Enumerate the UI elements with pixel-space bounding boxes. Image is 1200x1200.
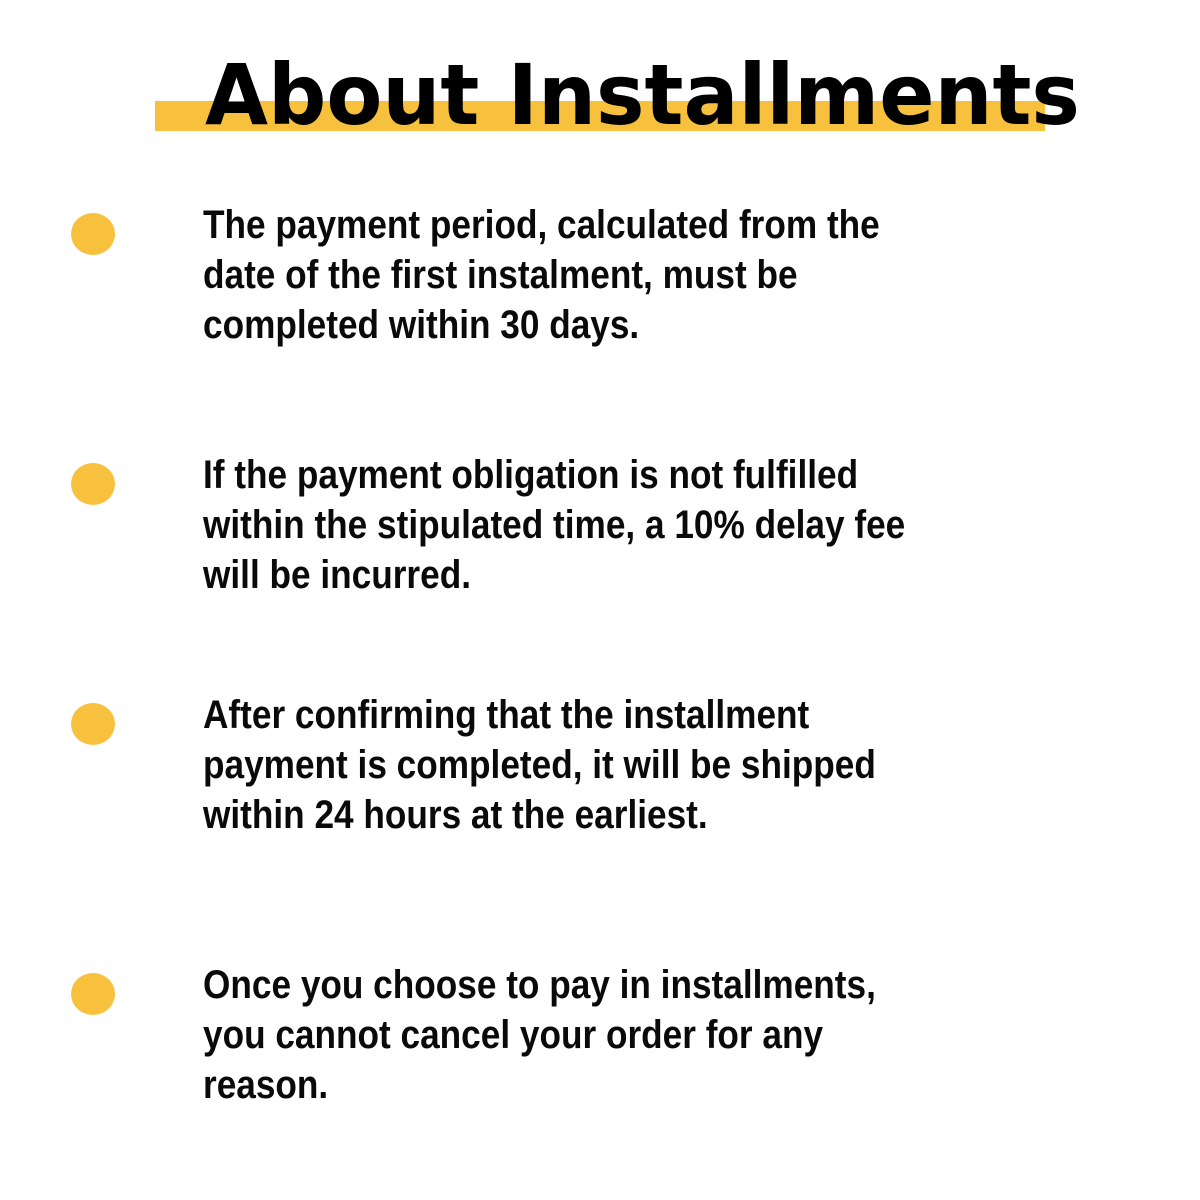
bullet-item-no-cancellation — [0, 960, 1200, 1120]
bullet-line: will be incurred. — [203, 553, 471, 597]
bullet-item-payment-period — [0, 200, 1200, 360]
bullet-item-delay-fee — [0, 450, 1200, 610]
bullet-item-shipping — [0, 690, 1200, 850]
bullet-line: you cannot cancel your order for any — [203, 1013, 824, 1057]
bullet-line: After confirming that the installment — [203, 693, 810, 737]
bullet-line: completed within 30 days. — [203, 303, 640, 347]
bullet-line: within the stipulated time, a 10% delay fee — [203, 503, 906, 547]
bullet-text — [203, 200, 880, 350]
bullet-text — [203, 450, 905, 600]
bullet-line: The payment period, calculated from the — [203, 203, 880, 247]
bullet-line: If the payment obligation is not fulfilled — [203, 453, 859, 497]
bullet-dot-icon — [71, 973, 115, 1015]
bullet-dot-icon — [71, 213, 115, 255]
bullet-text — [203, 960, 876, 1110]
bullet-line: date of the first instalment, must be — [203, 253, 798, 297]
bullet-dot-icon — [71, 463, 115, 505]
bullet-line: within 24 hours at the earliest. — [203, 793, 708, 837]
bullet-dot-icon — [71, 703, 115, 745]
page-title: About Installments — [205, 46, 1080, 144]
bullet-line: payment is completed, it will be shipped — [203, 743, 876, 787]
bullet-line: reason. — [203, 1063, 329, 1107]
bullet-line: Once you choose to pay in installments, — [203, 963, 876, 1007]
bullet-text — [203, 690, 876, 840]
